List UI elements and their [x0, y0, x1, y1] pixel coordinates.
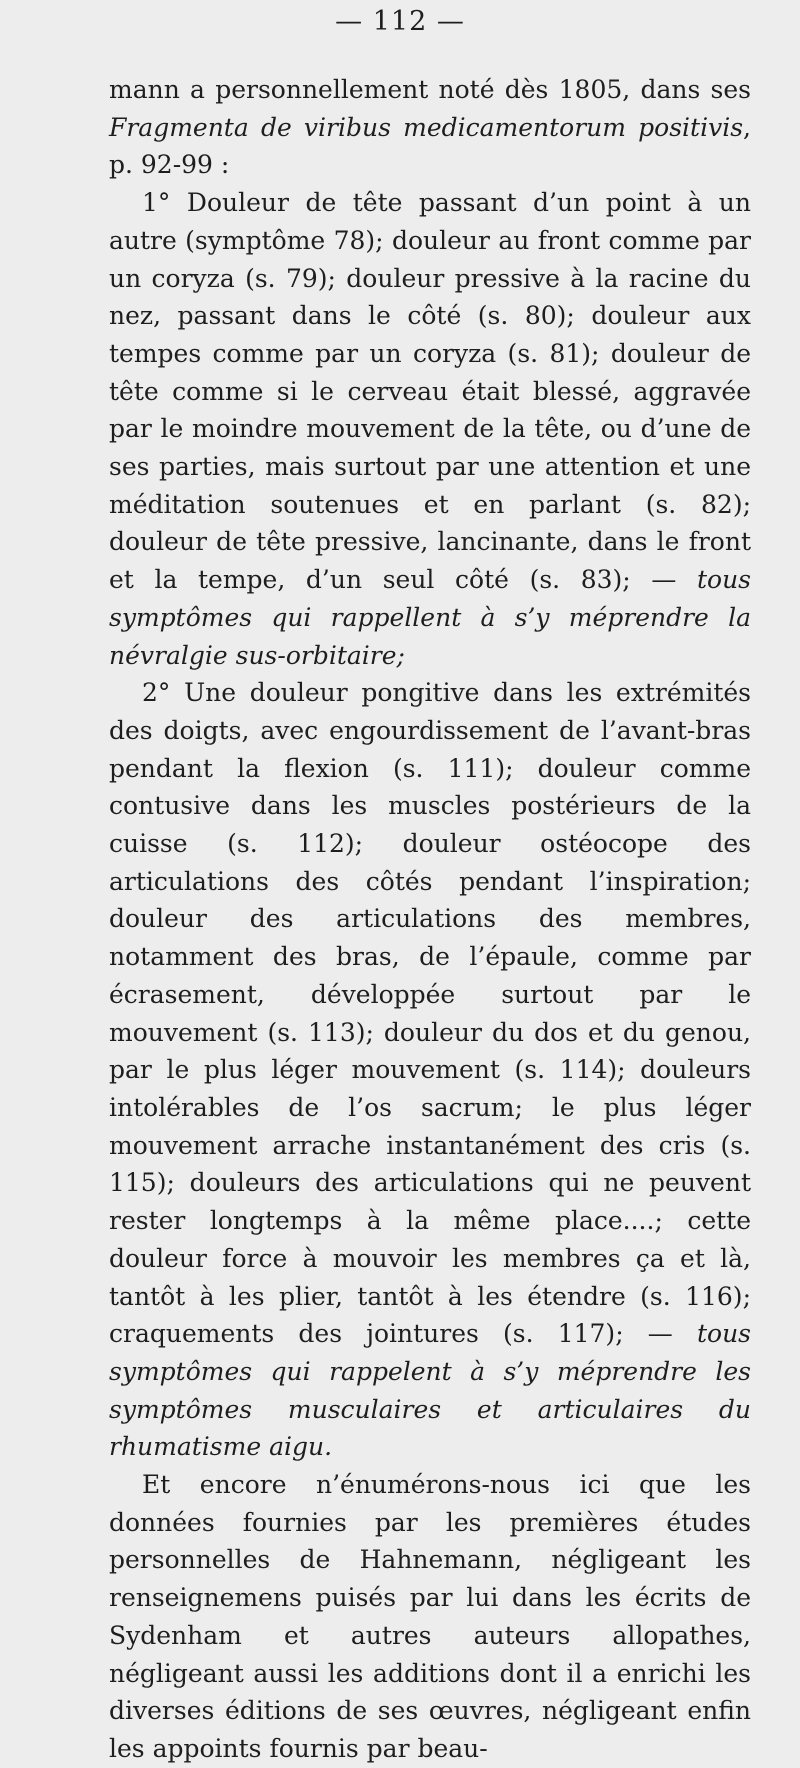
paragraph [109, 184, 751, 674]
book-title: Fragmenta de viribus medicamentorum positivis [109, 112, 744, 142]
paragraph [109, 1466, 751, 1768]
italic-remark: tous symptômes qui rappelent à s’y méprendre les symptômes musculaires et articulaires du rhumatisme aigu. [109, 1319, 751, 1462]
paragraph [109, 674, 751, 1466]
text-run: Et encore n’énumérons-nous ici que les données fournies par les premières études personnelles de Hahnemann, négligeant les renseignemens puisés par lui dans les écrits de Sydenham et autres auteurs allopathes, négligeant aussi les additions dont il a enrichi les diverses éditions de ses œuvres, négligeant enfin les appoints fournis par beau- [109, 1470, 751, 1763]
italic-remark: tous symptômes qui rappellent à s’y méprendre la névralgie sus-orbitaire; [109, 565, 751, 670]
text-run: mann a personnellement noté dès 1805, dans ses [109, 75, 751, 104]
paragraph [109, 71, 751, 184]
text-run: 1° Douleur de tête passant d’un point à un autre (symptôme 78); douleur au front comme par un coryza (s. 79); douleur pressive à la racine du nez, passant dans le côté (s. 80); douleur aux tempes comme par un coryza (s. 81); douleur de tête comme si le cerveau était blessé, aggravée par le moindre mouvement de la tête, ou d’une de ses parties, mais surtout par une attention et une méditation soutenues et en parlant (s. 82); douleur de tête pressive, lancinante, dans le front et la tempe, d’un seul côté (s. 83); — [109, 188, 751, 595]
body-text [109, 71, 751, 1768]
page-number: — 112 — [335, 6, 465, 37]
text-run: 2° Une douleur pongitive dans les extrémités des doigts, avec engourdissement de l’avant-bras pendant la flexion (s. 111); douleur comme contusive dans les muscles postérieurs de la cuisse (s. 112); douleur ostéocope des articulations des côtés pendant l’inspiration; douleur des articulations des membres, notamment des bras, de l’épaule, comme par écrasement, développée surtout par le mouvement (s. 113); douleur du dos et du genou, par le plus léger mouvement (s. 114); douleurs intolérables de l’os sacrum; le plus léger mouvement arrache instantanément des cris (s. 115); douleurs des articulations qui ne peuvent rester longtemps à la même place....; cette douleur force à mouvoir les membres ça et là, tantôt à les plier, tantôt à les étendre (s. 116); craquements des jointures (s. 117); — [109, 678, 751, 1349]
text-run: , p. 92-99 : [109, 112, 751, 180]
